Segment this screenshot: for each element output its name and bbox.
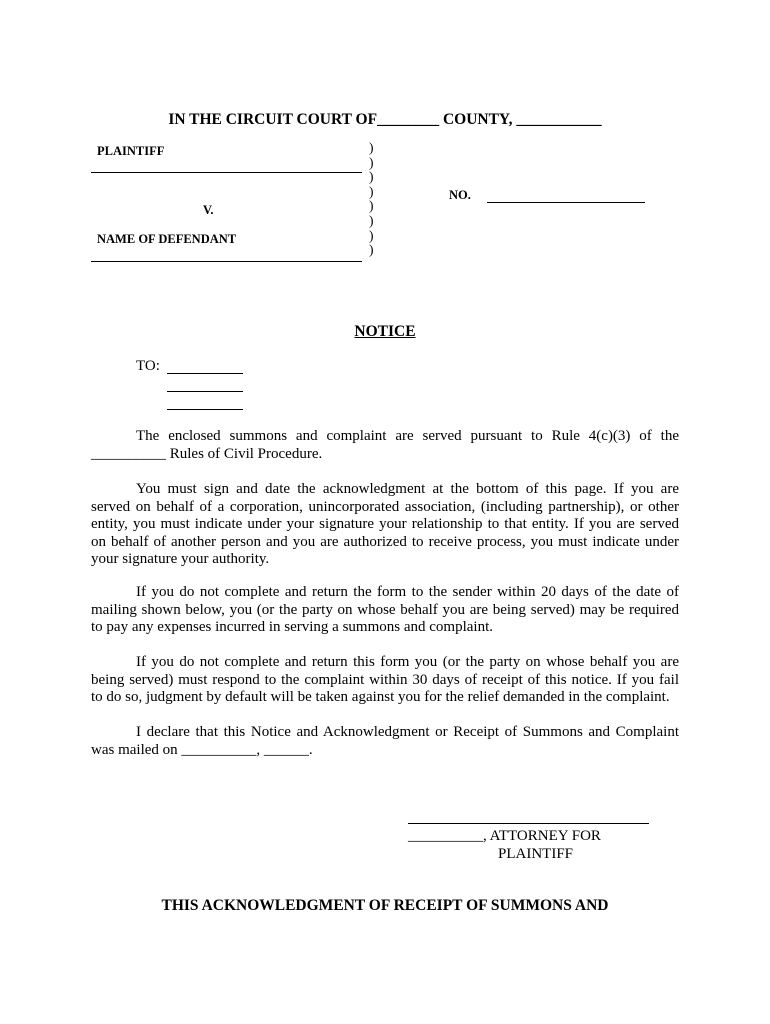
paren-mark: )	[369, 227, 374, 243]
paragraph-line: I declare that this Notice and Acknowledgment or Receipt of Summons and Complaint	[136, 724, 679, 740]
paren-mark: )	[369, 242, 374, 258]
paragraph-line: on behalf of another person and you are authorized to receive process, you must indicate under	[91, 533, 679, 550]
paren-mark: )	[369, 169, 374, 185]
defendant-label: NAME OF DEFENDANT	[97, 232, 237, 246]
paragraph-line: If you do not complete and return this form you (or the party on whose behalf you are	[136, 654, 679, 670]
paren-mark: )	[369, 183, 374, 199]
court-title: IN THE CIRCUIT COURT OF________ COUNTY, ___________	[168, 111, 602, 128]
paragraph-line: mailing shown below, you (or the party on whose behalf you are being served) may be required	[91, 601, 679, 618]
case-number-label: NO.	[449, 188, 471, 202]
paragraph-line: __________ Rules of Civil Procedure.	[91, 445, 323, 462]
paren-mark: )	[369, 154, 374, 170]
caption-parentheses	[369, 141, 379, 258]
paragraph-mailing-declaration	[91, 724, 679, 759]
attorney-signature-line	[408, 823, 649, 824]
attorney-for-label: __________, ATTORNEY FOR	[408, 828, 601, 844]
acknowledgment-heading: THIS ACKNOWLEDGMENT OF RECEIPT OF SUMMONS AND	[161, 897, 609, 914]
paragraph-line: The enclosed summons and complaint are served pursuant to Rule 4(c)(3) of the	[136, 428, 679, 444]
case-number-line	[487, 202, 645, 203]
paragraph-service-rule	[91, 428, 679, 463]
paragraph-line: If you do not complete and return the form to the sender within 20 days of the date of	[136, 584, 679, 600]
paragraph-line: You must sign and date the acknowledgment at the bottom of this page. If you are	[136, 481, 679, 497]
defendant-name-line	[91, 261, 362, 262]
notice-heading: NOTICE	[354, 323, 416, 340]
attorney-role-label: PLAINTIFF	[498, 846, 574, 862]
to-line-2	[167, 391, 243, 392]
paren-mark: )	[369, 140, 374, 155]
paragraph-line: entity, you must indicate under your signature your relationship to that entity. If you are served	[91, 516, 679, 533]
paragraph-sign-acknowledgment	[91, 481, 679, 569]
paragraph-line: being served) must respond to the complaint within 30 days of receipt of this notice. If you fail	[91, 671, 679, 688]
versus-label: V.	[203, 203, 214, 217]
paren-mark: )	[369, 198, 374, 214]
paragraph-return-within-20-days	[91, 584, 679, 637]
plaintiff-label: PLAINTIFF	[97, 144, 165, 158]
paragraph-line: to pay any expenses incurred in serving a summons and complaint.	[91, 619, 493, 636]
paragraph-line: was mailed on __________, ______.	[91, 741, 313, 758]
paragraph-line: served on behalf of a corporation, unincorporated association, (including partnership), or other	[91, 498, 679, 515]
to-label: TO:	[136, 358, 160, 374]
paragraph-line: to do so, judgment by default will be taken against you for the relief demanded in the complaint.	[91, 689, 670, 706]
paren-mark: )	[369, 212, 374, 228]
to-line-1	[167, 373, 243, 374]
plaintiff-name-line	[91, 172, 362, 173]
to-line-3	[167, 409, 243, 410]
paragraph-line: your signature your authority.	[91, 551, 270, 568]
paragraph-default-judgment	[91, 654, 679, 707]
